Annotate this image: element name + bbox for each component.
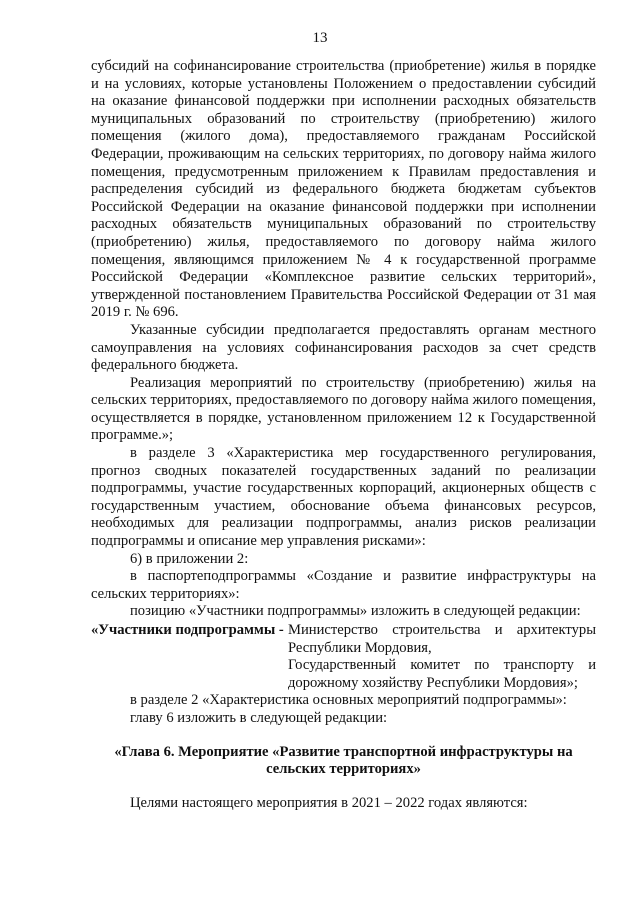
paragraph-appendix-2: 6) в приложении 2: xyxy=(130,550,249,567)
document-body xyxy=(91,58,596,812)
paragraph-implementation: Реализация мероприятий по строительству (приобретению) жилья на сельских территориях, предоставляемого по договору найма жилого помещения, осуществляется в порядке, установленном приложением 12 к Государственной программе.»; xyxy=(91,374,596,444)
paragraph-section-2: в разделе 2 «Характеристика основных мероприятий подпрограммы»: xyxy=(130,692,567,709)
paragraph-chapter-6: главу 6 изложить в следующей редакции: xyxy=(130,709,388,726)
chapter-title: «Глава 6. Мероприятие «Развитие транспортной инфраструктуры на сельских территориях» xyxy=(114,743,573,778)
participant-committee: Государственный комитет по транспорту и дорожному хозяйству Республики Мордовия»; xyxy=(288,657,596,691)
participants-list xyxy=(288,622,596,692)
participants-table xyxy=(91,622,596,692)
paragraph-local-government: Указанные субсидии предполагается предоставлять органам местного самоуправления на условиях софинансирования расходов за счет средств федерального бюджета. xyxy=(91,321,596,374)
paragraph-position: позицию «Участники подпрограммы» изложить в следующей редакции: xyxy=(130,603,581,620)
participant-ministry: Министерство строительства и архитектуры Республики Мордовия, xyxy=(288,622,596,656)
paragraph-goals: Целями настоящего мероприятия в 2021 – 2022 годах являются: xyxy=(130,794,528,811)
page-number: 13 xyxy=(312,30,328,46)
paragraph-passport: в паспортеподпрограммы «Создание и развитие инфраструктуры на сельских территориях»: xyxy=(91,568,596,602)
paragraph-subsidies: субсидий на софинансирование строительства (приобретение) жилья в порядке и на условиях, которые установлены Положением о предоставлении субсидий на оказание финансовой поддержки при исполнении расходных обязательств муниципальных образований по строительству (приобретению) жилого помещения (жилого дома), предоставляемого гражданам Российской Федерации, проживающим на сельских территориях, по договору найма жилого помещения, предусмотренным приложением к Правилам предоставления и распределения субсидий из федерального бюджета бюджетам субъектов Российской Федерации на оказание финансовой поддержки при исполнении расходных обязательств муниципальных образований по строительству (приобретению) жилья, предоставляемого по договору найма жилого помещения, являющимся приложением № 4 к государственной программе Российской Федерации «Комплексное развитие сельских территорий», утвержденной постановлением Правительства Российской Федерации от 31 мая 2019 г. № 696. xyxy=(91,58,596,321)
participants-label: «Участники подпрограммы - xyxy=(91,622,284,638)
paragraph-section-3: в разделе 3 «Характеристика мер государственного регулирования, прогноз сводных показателей государственных заданий по реализации подпрограммы, участие государственных корпораций, акционерных обществ с государственным участием, обоснование объема финансовых ресурсов, необходимых для реализации подпрограммы, анализ рисков реализации подпрограммы и описание мер управления рисками»: xyxy=(91,445,596,550)
